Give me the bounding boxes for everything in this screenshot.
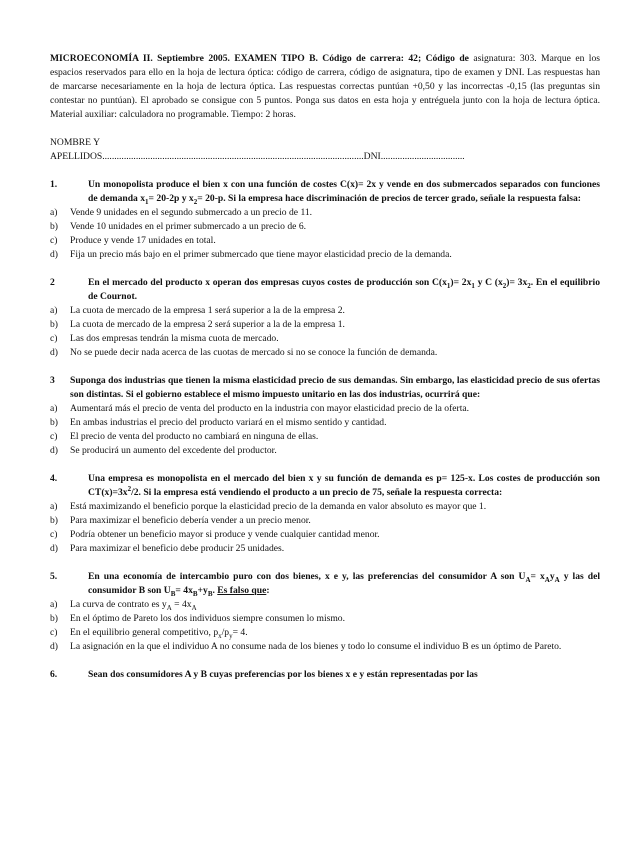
option-c: c) Podría obtener un beneficio mayor si produce y vende cualquier cantidad menor. bbox=[50, 529, 380, 540]
option-a: a) La cuota de mercado de la empresa 1 será superior a la de la empresa 2. bbox=[50, 305, 345, 316]
option-d: d) Para maximizar el beneficio debe producir 25 unidades. bbox=[50, 543, 285, 554]
option-c: c) El precio de venta del producto no cambiará en ninguna de ellas. bbox=[50, 431, 319, 442]
option-b: b) Para maximizar el beneficio debería vender a un precio menor. bbox=[50, 515, 311, 526]
option-b: b) Vende 10 unidades en el primer submercado a un precio de 6. bbox=[50, 221, 307, 232]
option-b: b) En ambas industrias el precio del producto variará en el mismo sentido y cantidad. bbox=[50, 417, 387, 428]
question-number: 2 bbox=[50, 277, 55, 288]
option-a: a) Aumentará más el precio de venta del producto en la industria con mayor elasticidad precio de la oferta. bbox=[50, 403, 470, 414]
question-stem: En el mercado del producto x operan dos empresas cuyos costes de producción son $C(x_1)= 2x_1$ y C $(x_2)= 3x_2$. En el equilibrio de Cournot. bbox=[88, 277, 600, 302]
option-a: a) Vende 9 unidades en el segundo submercado a un precio de 11. bbox=[50, 207, 313, 218]
exam-header bbox=[50, 52, 600, 122]
option-c: c) Las dos empresas tendrán la misma cuota de mercado. bbox=[50, 333, 279, 344]
option-c: c) Produce y vende 17 unidades en total. bbox=[50, 235, 216, 246]
question-1 bbox=[50, 178, 600, 262]
question-2 bbox=[50, 276, 600, 360]
question-stem: En una economía de intercambio puro con dos bienes, x e y, las preferencias del consumidor A son $U_A= x_Ay_A$ y las del consumidor B son $U_B= 4x_B+y_B$. Es falso que: bbox=[88, 571, 600, 598]
surname-label: APELLIDOS bbox=[50, 151, 103, 162]
student-identity bbox=[50, 136, 600, 164]
question-stem: Sean dos consumidores A y B cuyas preferencias por los bienes x e y están representadas por las bbox=[88, 669, 478, 680]
question-number: 1. bbox=[50, 179, 58, 190]
question-number: 4. bbox=[50, 473, 58, 484]
dni-label: DNI bbox=[363, 151, 381, 162]
option-a: a) Está maximizando el beneficio porque la elasticidad precio de la demanda en valor absoluto es mayor que 1. bbox=[50, 501, 487, 512]
option-d: d) La asignación en la que el individuo A no consume nada de los bienes y todo lo consume el individuo B es un óptimo de Pareto. bbox=[50, 641, 562, 652]
option-b: b) La cuota de mercado de la empresa 2 será superior a la de la empresa 1. bbox=[50, 319, 345, 330]
question-6 bbox=[50, 668, 600, 682]
exam-page bbox=[50, 52, 600, 682]
question-5 bbox=[50, 570, 600, 654]
option-c: c) En el equilibrio general competitivo, $p_x/p_y= 4$. bbox=[50, 627, 248, 640]
question-stem: Un monopolista produce el bien x con una función de costes C(x)= 2x y vende en dos submercados separados con funciones de demanda $x_1= 20-2p$ y $x_2= 20-p$. Si la empresa hace discriminación de precios de tercer grado, señale la respuesta falsa: bbox=[88, 179, 600, 206]
option-d: d) Se producirá un aumento del excedente del productor. bbox=[50, 445, 277, 456]
option-d: d) No se puede decir nada acerca de las cuotas de mercado si no se conoce la función de demanda. bbox=[50, 347, 438, 358]
question-number: 6. bbox=[50, 669, 58, 680]
question-stem: Suponga dos industrias que tienen la misma elasticidad precio de sus demandas. Sin embargo, las elasticidad precio de sus ofertas son distintas. Si el gobierno establece el mismo impuesto unitario en las dos industrias, ocurrirá que: bbox=[70, 375, 600, 400]
option-a: a) La curva de contrato es $y_A = 4x_A$ bbox=[50, 599, 197, 612]
exam-title: MICROECONOMÍA II. Septiembre 2005. EXAMEN TIPO B. Código de carrera: 42; Código de bbox=[50, 53, 469, 64]
question-number: 5. bbox=[50, 571, 58, 582]
surname-line: APELLIDOS.............................................................................................................DNI................................... bbox=[50, 151, 465, 162]
question-4 bbox=[50, 472, 600, 556]
question-number: 3 bbox=[50, 375, 55, 386]
option-b: b) En el óptimo de Pareto los dos individuos siempre consumen lo mismo. bbox=[50, 613, 345, 624]
option-d: d) Fija un precio más bajo en el primer submercado que tiene mayor elasticidad precio de la demanda. bbox=[50, 249, 452, 260]
question-3 bbox=[50, 374, 600, 458]
question-stem: Una empresa es monopolista en el mercado del bien x y su función de demanda es p= 125-x. Los costes de producción son $CT(x)=3x^2/2$. Si la empresa está vendiendo el producto a un precio de 75, señale la respuesta correcta: bbox=[88, 473, 600, 498]
exam-instructions: asignatura: 303. Marque en los espacios reservados para ello en la hoja de lectura óptica: código de carrera, código de asignatura, tipo de examen y DNI. Las respuestas han de marcarse necesariamente en la hoja de lectura óptica. Las respuestas correctas puntúan +0,50 y las incorrectas -0,15 (las preguntas sin contestar no puntúan). El aprobado se consigue con 5 puntos. Ponga sus datos en esta hoja y entréguela junto con la hoja de lectura óptica. Material auxiliar: calculadora no programable. Tiempo: 2 horas. bbox=[50, 53, 600, 120]
name-label: NOMBRE Y bbox=[50, 137, 101, 148]
